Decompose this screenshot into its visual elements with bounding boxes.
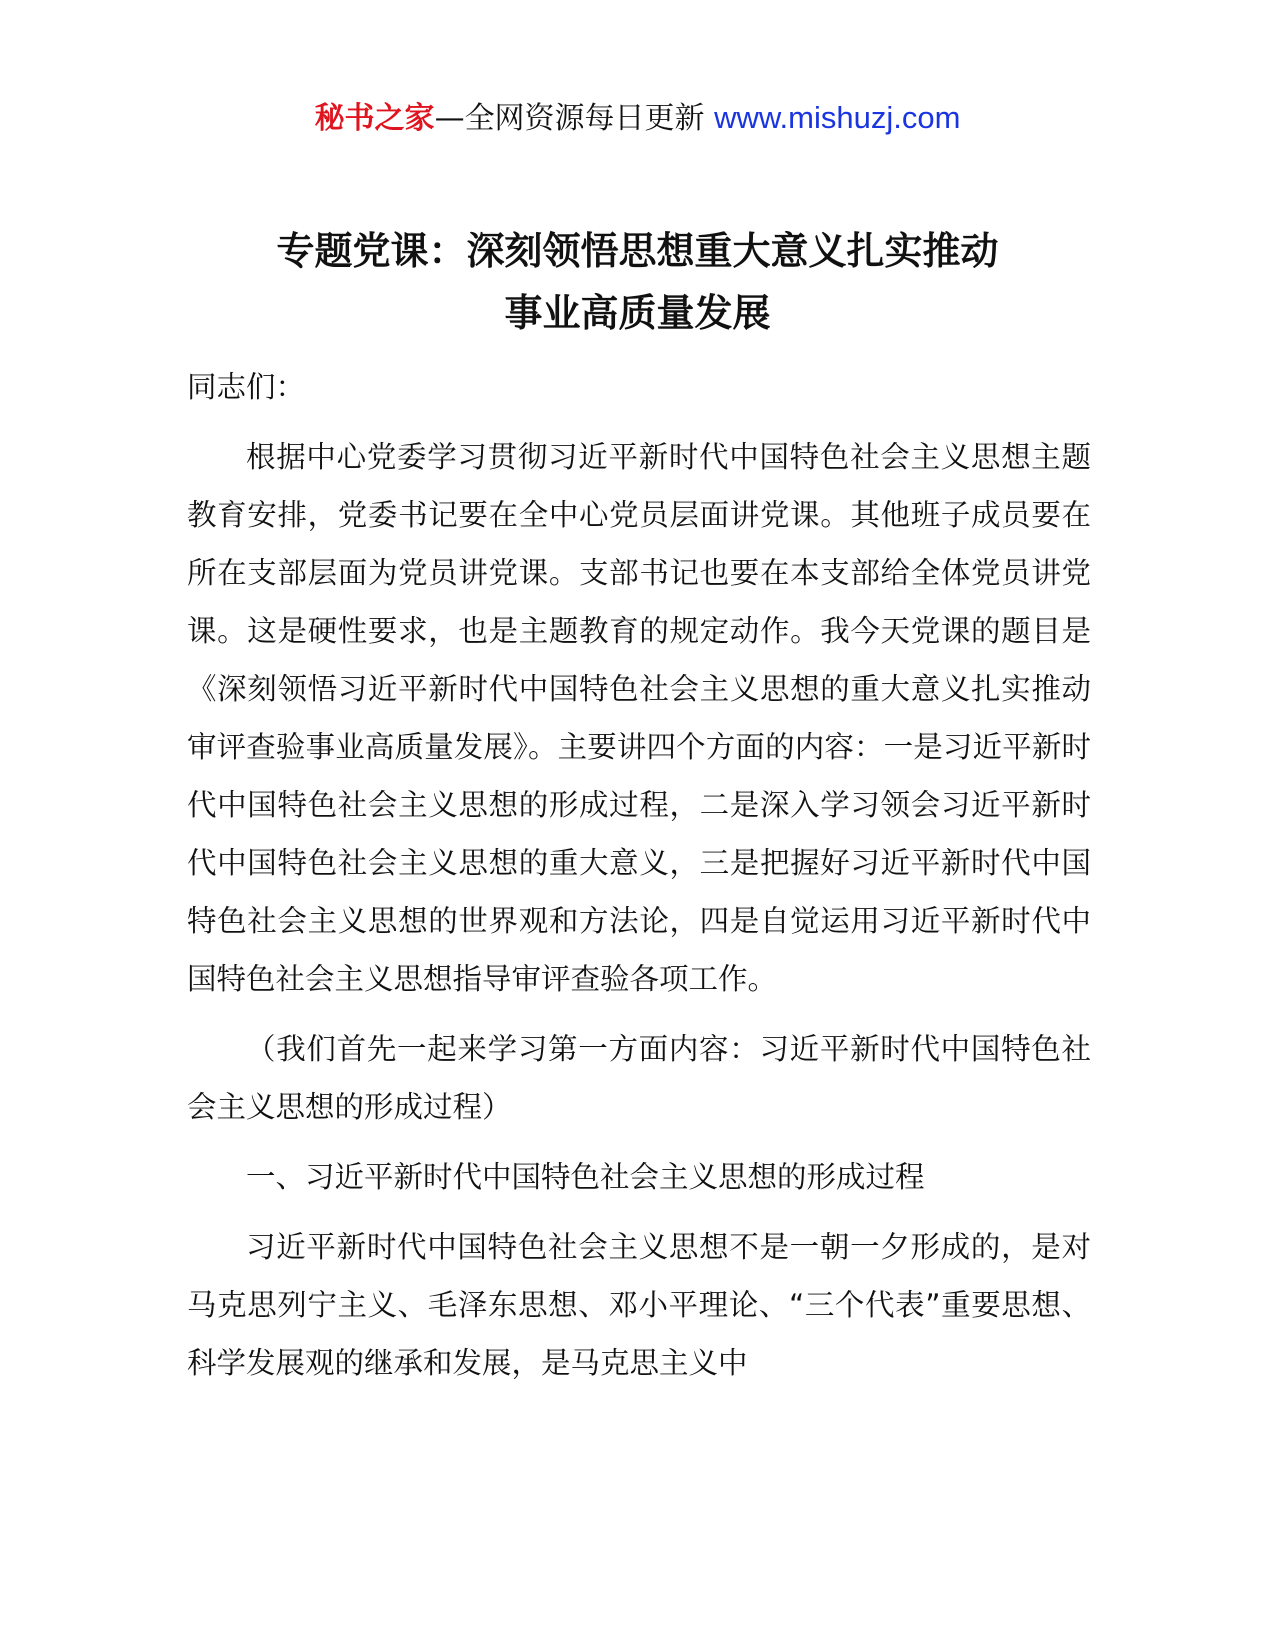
site-url-link[interactable]: www.mishuzj.com (714, 100, 961, 135)
document-title (0, 220, 1275, 344)
title-line-2: 事业高质量发展 (504, 291, 771, 335)
header-tagline: —全网资源每日更新 (434, 101, 705, 136)
section-heading-1: 一、习近平新时代中国特色社会主义思想的形成过程 (246, 1160, 925, 1194)
paragraph-intro: 根据中心党委学习贯彻习近平新时代中国特色社会主义思想主题教育安排，党委书记要在全中心党员层面讲党课。其他班子成员要在所在支部层面为党员讲党课。支部书记也要在本支部给全体党员讲党课。这是硬性要求，也是主题教育的规定动作。我今天党课的题目是《深刻领悟习近平新时代中国特色社会主义思想的重大意义扎实推动审评查验事业高质量发展》。主要讲四个方面的内容：一是习近平新时代中国特色社会主义思想的形成过程，二是深入学习领会习近平新时代中国特色社会主义思想的重大意义，三是把握好习近平新时代中国特色社会主义思想的世界观和方法论，四是自觉运用习近平新时代中国特色社会主义思想指导审评查验各项工作。 (187, 440, 1091, 996)
site-header (0, 96, 1275, 141)
paragraph-transition: （我们首先一起来学习第一方面内容：习近平新时代中国特色社会主义思想的形成过程） (187, 1032, 1091, 1124)
paragraph-section-1: 习近平新时代中国特色社会主义思想不是一朝一夕形成的，是对马克思列宁主义、毛泽东思想、邓小平理论、“三个代表”重要思想、科学发展观的继承和发展，是马克思主义中 (187, 1230, 1091, 1380)
title-line-1: 专题党课：深刻领悟思想重大意义扎实推动 (276, 229, 999, 273)
document-body (187, 358, 1091, 1404)
brand-name: 秘书之家 (314, 101, 435, 136)
salutation: 同志们： (187, 370, 306, 404)
